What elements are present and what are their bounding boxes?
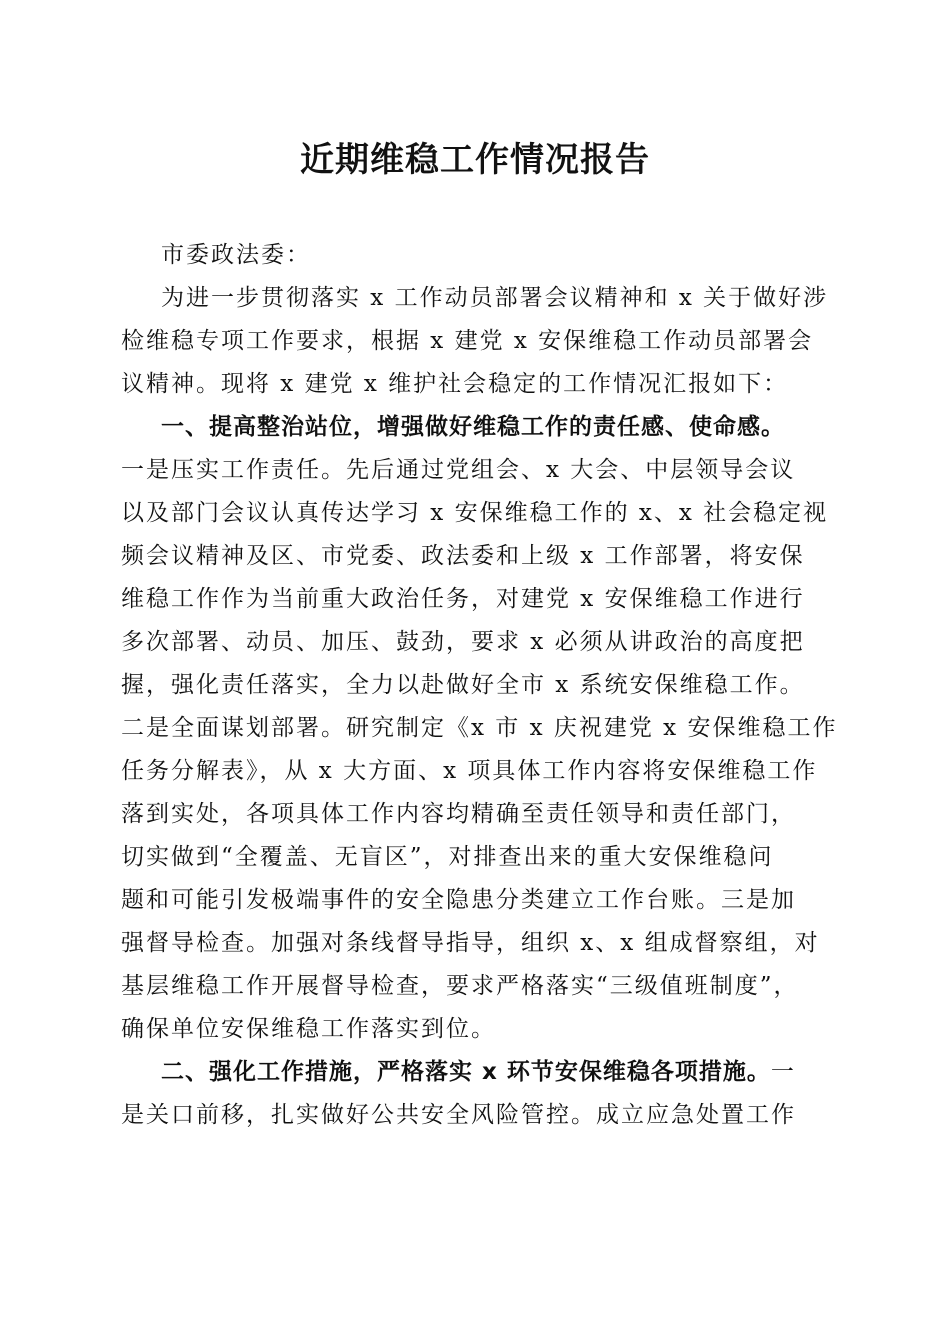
document-body bbox=[121, 234, 838, 1137]
paragraph-line: 维稳工作作为当前重大政治任务，对建党 x 安保维稳工作进行 bbox=[121, 586, 805, 612]
paragraph-line: 确保单位安保维稳工作落实到位。 bbox=[121, 1016, 496, 1042]
paragraph-line: 以及部门会议认真传达学习 x 安保维稳工作的 x、x 社会稳定视 bbox=[121, 500, 829, 526]
paragraph-line: 题和可能引发极端事件的安全隐患分类建立工作台账。三是加 bbox=[121, 887, 796, 913]
paragraph-line: 一是压实工作责任。先后通过党组会、x 大会、中层领导会议 bbox=[121, 457, 796, 483]
salutation: 市委政法委： bbox=[161, 242, 311, 268]
paragraph-line: 议精神。现将 x 建党 x 维护社会稳定的工作情况汇报如下： bbox=[121, 371, 789, 397]
section-heading-1: 一、提高整治站位，增强做好维稳工作的责任感、使命感。 bbox=[161, 414, 785, 440]
paragraph-line: 为进一步贯彻落实 x 工作动员部署会议精神和 x 关于做好涉 bbox=[161, 285, 829, 311]
paragraph-line: 频会议精神及区、市党委、政法委和上级 x 工作部署，将安保 bbox=[121, 543, 805, 569]
paragraph-line: 强督导检查。加强对条线督导指导，组织 x、x 组成督察组，对 bbox=[121, 930, 820, 956]
paragraph-line: 检维稳专项工作要求，根据 x 建党 x 安保维稳工作动员部署会 bbox=[121, 328, 814, 354]
section-heading-2-line bbox=[121, 1051, 829, 1094]
document-title: 近期维稳工作情况报告 bbox=[300, 140, 650, 180]
paragraph-line: 是关口前移，扎实做好公共安全风险管控。成立应急处置工作 bbox=[121, 1102, 796, 1128]
paragraph-line: 握，强化责任落实，全力以赴做好全市 x 系统安保维稳工作。 bbox=[121, 672, 805, 698]
section-heading-2: 二、强化工作措施，严格落实 x 环节安保维稳各项措施。 bbox=[161, 1059, 771, 1085]
paragraph-line: 切实做到“全覆盖、无盲区”，对排查出来的重大安保维稳问 bbox=[121, 844, 774, 870]
paragraph-line: 落到实处，各项具体工作内容均精确至责任领导和责任部门， bbox=[121, 801, 796, 827]
section-2-tail: 一 bbox=[770, 1059, 796, 1085]
paragraph-line: 基层维稳工作开展督导检查，要求严格落实“三级值班制度”， bbox=[121, 973, 799, 999]
paragraph-line: 多次部署、动员、加压、鼓劲，要求 x 必须从讲政治的高度把 bbox=[121, 629, 805, 655]
paragraph-line: 二是全面谋划部署。研究制定《x 市 x 庆祝建党 x 安保维稳工作 bbox=[121, 715, 838, 741]
paragraph-line: 任务分解表》，从 x 大方面、x 项具体工作内容将安保维稳工作 bbox=[121, 758, 818, 784]
